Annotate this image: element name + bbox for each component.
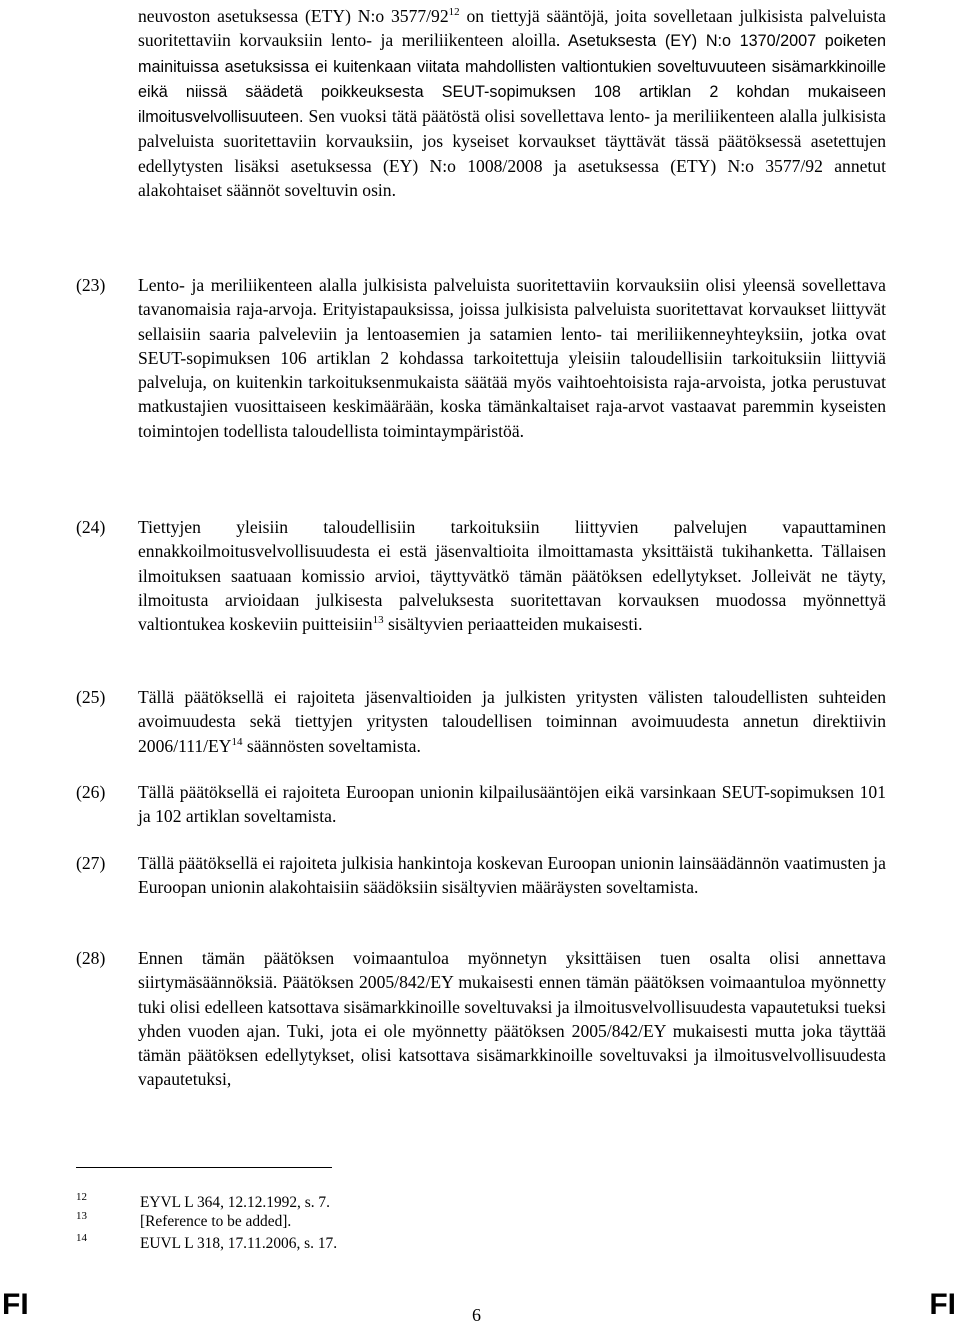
footnote-separator [76,1167,332,1168]
footnote-number: 13 [76,1210,87,1222]
paragraph-23 [138,273,886,443]
footnote-text: EUVL L 318, 17.11.2006, s. 17. [140,1235,338,1252]
footnote-text: EYVL L 364, 12.12.1992, s. 7. [140,1194,330,1211]
paragraph-number: (27) [76,853,106,873]
paragraph-text: Tällä päätöksellä ei rajoiteta jäsenvaltioiden ja julkisten yritysten välisten taloudellisten suhteiden avoimuudesta sekä tiettyjen yritysten taloudellisen toiminnan avoimuudesta annetun direktiivin 2006/111/EY [138,687,886,756]
paragraph-text: Tällä päätöksellä ei rajoiteta Euroopan unionin kilpailusääntöjen eikä varsinkaan SEUT-sopimuksen 101 ja 102 artiklan soveltamista. [138,782,886,827]
paragraph-28 [138,946,886,1092]
paragraph-text: Lento- ja meriliikenteen alalla julkisista palveluista suoritettaviin korvauksiin olisi yleensä sovellettava tavanomaisia raja-arvoja. Erityistapauksissa, joissa julkisista palveluista suoritettavat korvaukset liittyvät sellaisiin saaria palveleviin ja lentoasemien ja satamien lento- tai meriliikenneyhteyksiin, jotka ovat SEUT-sopimuksen 106 artiklan 2 kohdassa tarkoitettuja yleisiin taloudellisiin tarkoituksiin liittyviä palveluja, on kuitenkin tarkoituksenmukaista säätää myös vaihtoehtoisista raja-arvoista, jotka perustuvat matkustajien vuosittaiseen keskimäärään, koska tämänkaltaiset raja-arvot vastaavat paremmin kyseisten toimintojen todellista taloudellista toimintaympäristöä. [138,275,886,441]
paragraph-text: Sen vuoksi tätä päätöstä olisi sovellettava lento- ja meriliikenteen alalla julkisista palveluista suoritettaviin korvauksiin, jos kyseiset korvaukset täyttävät tässä päätöksessä asetettujen edellytysten lisäksi asetuksessa (EY) N:o 1008/2008 ja asetuksessa (ETY) N:o 3577/92 annetut alakohtaiset säännöt soveltuvin osin. [138,106,886,201]
paragraph-text: Tiettyjen yleisiin taloudellisiin tarkoituksiin liittyvien palvelujen vapauttaminen ennakkoilmoitusvelvollisuudesta ei estä jäsenvaltioita ilmoittamasta yksittäistä tukihanketta. Tällaisen ilmoituksen saatuaan komissio arvioi, täyttyvätkö tämän päätöksen edellytykset. Jolleivät ne täyty, ilmoitusta arvioidaan julkisesta palveluksesta suoritettavan korvauksen muodossa myönnettyä valtiontukea koskeviin puitteisiin [138,517,886,635]
paragraph-number: (23) [76,275,106,295]
footnote-number: 14 [76,1232,87,1244]
footnote-number: 12 [76,1191,87,1203]
paragraph-27 [138,851,886,900]
paragraph-text: Tällä päätöksellä ei rajoiteta julkisia hankintoja koskevan Euroopan unionin lainsäädännön vaatimusten ja Euroopan unionin alakohtaisiin säädöksiin sisältyvien määräysten soveltamista. [138,853,886,898]
paragraph-number: (26) [76,782,106,802]
paragraph-text-sans: Asetuksesta (EY) N:o 1370/2007 poiketen mainituissa asetuksissa ei kuitenkaan viitata mahdollisten valtiontukien soveltuvuuteen sisämarkkinoille eikä niissä säädetä poikkeuksesta SEUT-sopimuksen 108 artiklan 2 kohdan mukaiseen ilmoitusvelvollisuuteen. [138,32,886,127]
paragraph-number: (24) [76,517,106,537]
paragraph-text: on tiettyjä sääntöjä, joita sovelletaan julkisista palveluista suoritettaviin korvauksiin lento- ja meriliikenteen aloilla. [138,6,886,51]
footnote-ref: 13 [372,614,384,627]
paragraph-25 [138,685,886,758]
paragraph-22-continuation [138,4,886,202]
paragraph-text: sisältyvien periaatteiden mukaisesti. [383,614,643,635]
paragraph-text: säännösten soveltamista. [242,735,421,756]
page-number: 6 [472,1305,481,1325]
footer-language-right: FI [929,1288,956,1321]
paragraph-26 [138,780,886,829]
paragraph-number: (25) [76,687,106,707]
footnote-ref: 14 [231,735,243,748]
paragraph-text: neuvoston asetuksessa (ETY) N:o 3577/92 [138,6,449,26]
footnote-text: [Reference to be added]. [140,1213,292,1230]
footer-language-left: FI [2,1288,29,1321]
footnote-ref: 12 [448,6,460,18]
paragraph-24 [138,515,886,636]
paragraph-number: (28) [76,948,106,968]
paragraph-text: Ennen tämän päätöksen voimaantuloa myönnetyn yksittäisen tuen osalta olisi annettava siirtymäsäännöksiä. Päätöksen 2005/842/EY mukaisesti ennen tämän päätöksen voimaantuloa myönnetty tuki olisi edelleen katsottava sisämarkkinoille soveltuvaksi ja ilmoitusvelvollisuudesta vapautetuksi tueksi yhden vuoden ajan. Tuki, jota ei ole myönnetty päätöksen 2005/842/EY mukaisesti mutta joka täyttää tämän päätöksen edellytykset, olisi katsottava sisämarkkinoille soveltuvaksi ja ilmoitusvelvollisuudesta vapautetuksi, [138,948,886,1090]
